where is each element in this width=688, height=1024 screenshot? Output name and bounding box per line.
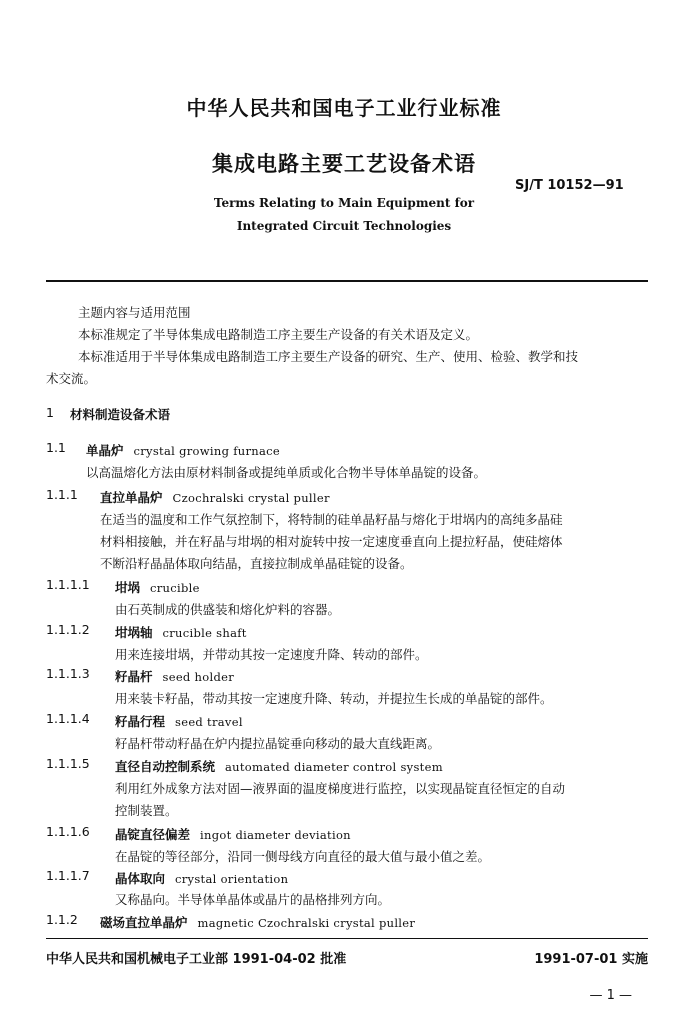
english-title-line-1: Terms Relating to Main Equipment for (213, 196, 475, 210)
term-cn: 单晶炉 (86, 443, 124, 458)
term-number: 1.1.1.7 (46, 868, 90, 883)
scope-heading: 主题内容与适用范围 (78, 305, 191, 320)
header-rule (46, 280, 648, 282)
term-number: 1.1 (46, 440, 66, 455)
section-number: 1 (46, 405, 54, 420)
term-definition: 用来连接坩埚，并带动其按一定速度升降、转动的部件。 (115, 647, 428, 662)
term-en: seed travel (175, 715, 243, 729)
scope-paragraph-2-line-1: 本标准适用于半导体集成电路制造工序主要生产设备的研究、生产、使用、检验、教学和技 (78, 349, 579, 364)
term-definition: 不断沿籽晶晶体取向结晶，直接拉制成单晶硅锭的设备。 (100, 556, 413, 571)
term-number: 1.1.1.5 (46, 756, 90, 771)
term-definition: 以高温熔化方法由原材料制备或提纯单质或化合物半导体单晶锭的设备。 (86, 465, 487, 480)
term-entry (115, 622, 247, 641)
term-number: 1.1.1.3 (46, 666, 90, 681)
term-cn: 晶锭直径偏差 (115, 827, 191, 842)
approval-note: 中华人民共和国机械电子工业部 1991-04-02 批准 (46, 952, 347, 967)
term-number: 1.1.1.1 (46, 577, 90, 592)
term-definition: 籽晶杆带动籽晶在炉内提拉晶锭垂向移动的最大直线距离。 (115, 736, 441, 751)
term-entry (115, 824, 351, 843)
term-en: crucible (150, 581, 200, 595)
term-number: 1.1.1.2 (46, 622, 90, 637)
term-definition: 在适当的温度和工作气氛控制下，将特制的硅单晶籽晶与熔化于坩埚内的高纯多晶硅 (100, 512, 563, 527)
term-definition: 利用红外成象方法对固—液界面的温度梯度进行监控，以实现晶锭直径恒定的自动 (115, 781, 566, 796)
standard-number: SJ/T 10152—91 (515, 178, 624, 193)
term-number: 1.1.1.4 (46, 711, 90, 726)
term-definition: 用来装卡籽晶，带动其按一定速度升降、转动，并提拉生长成的单晶锭的部件。 (115, 691, 553, 706)
term-entry (115, 666, 234, 685)
term-en: crystal growing furnace (133, 444, 280, 458)
term-entry (100, 487, 330, 506)
term-cn: 直拉单晶炉 (100, 490, 163, 505)
org-header: 中华人民共和国电子工业行业标准 (186, 96, 502, 120)
term-cn: 晶体取向 (115, 871, 166, 886)
term-definition: 材料相接触，并在籽晶与坩埚的相对旋转中按一定速度垂直向上提拉籽晶，使硅熔体 (100, 534, 563, 549)
term-cn: 籽晶杆 (115, 669, 153, 684)
term-cn: 坩埚 (115, 580, 141, 595)
section-heading: 材料制造设备术语 (70, 407, 171, 422)
footer-rule (46, 938, 648, 939)
term-en: automated diameter control system (225, 760, 443, 774)
term-cn: 直径自动控制系统 (115, 759, 216, 774)
term-entry (115, 711, 243, 730)
page-number: — 1 — (589, 988, 632, 1003)
term-entry (115, 868, 288, 887)
term-cn: 磁场直拉单晶炉 (100, 915, 188, 930)
term-en: crucible shaft (162, 626, 247, 640)
term-entry (115, 756, 443, 775)
term-entry (115, 577, 200, 596)
term-en: seed holder (162, 670, 235, 684)
term-definition: 由石英制成的供盛装和熔化炉料的容器。 (115, 602, 341, 617)
scope-paragraph-2-line-2: 术交流。 (46, 371, 97, 386)
term-definition: 在晶锭的等径部分，沿同一侧母线方向直径的最大值与最小值之差。 (115, 849, 491, 864)
term-definition: 又称晶向。半导体单晶体或晶片的晶格排列方向。 (115, 892, 391, 907)
term-definition: 控制装置。 (115, 803, 178, 818)
term-number: 1.1.2 (46, 912, 78, 927)
term-cn: 籽晶行程 (115, 714, 166, 729)
term-number: 1.1.1 (46, 487, 78, 502)
term-entry (86, 440, 280, 459)
term-en: magnetic Czochralski crystal puller (197, 916, 416, 930)
document-title: 集成电路主要工艺设备术语 (212, 152, 476, 176)
english-title-line-2: Integrated Circuit Technologies (236, 219, 452, 233)
scope-paragraph-1: 本标准规定了半导体集成电路制造工序主要生产设备的有关术语及定义。 (78, 327, 479, 342)
term-number: 1.1.1.6 (46, 824, 90, 839)
term-cn: 坩埚轴 (115, 625, 153, 640)
term-en: Czochralski crystal puller (172, 491, 330, 505)
term-en: ingot diameter deviation (200, 828, 351, 842)
term-en: crystal orientation (175, 872, 289, 886)
term-entry (100, 912, 415, 931)
implementation-note: 1991-07-01 实施 (534, 952, 648, 967)
